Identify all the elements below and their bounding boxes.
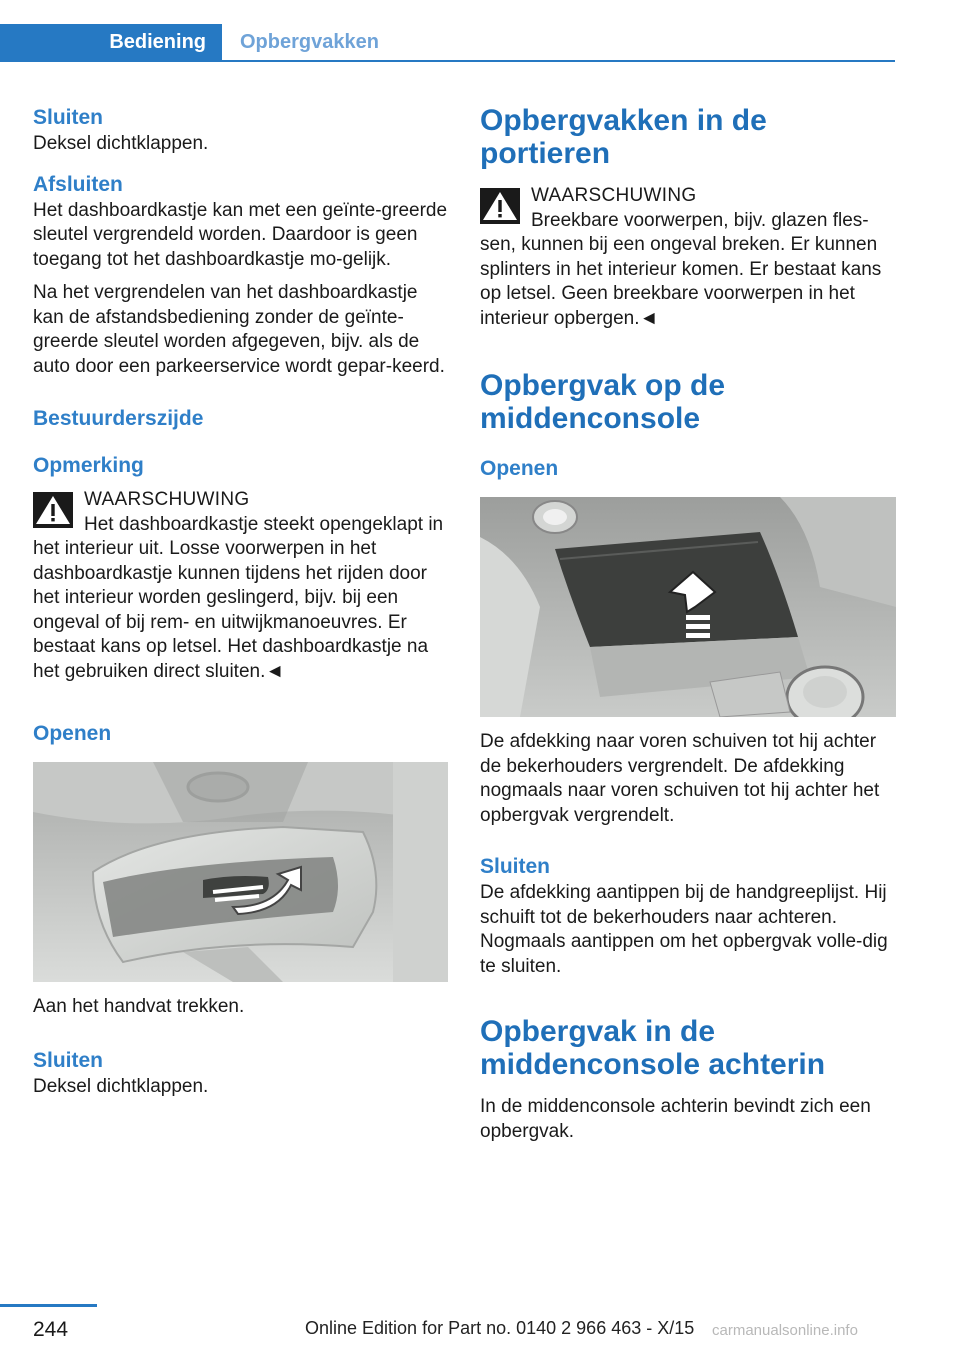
text-openen: Aan het handvat trekken.: [33, 996, 245, 1017]
left-column: [33, 100, 448, 1099]
warning-block-dashboard: [33, 488, 448, 684]
warning-block-portieren: [480, 184, 896, 331]
text-afsluiten-2: Na het vergrendelen van het dashboardkastje kan de afstandsbediening zonder de geïnte-greerde sleutel worden afgegeven, bijv. als de auto door een parkeerservice wordt gepar-keerd.: [33, 282, 445, 377]
page-number: 244: [33, 1318, 69, 1341]
warning-title: WAARSCHUWING: [531, 185, 697, 206]
text-sluiten-2: Deksel dichtklappen.: [33, 1075, 209, 1097]
heading-sluiten-2: Sluiten: [33, 1048, 104, 1072]
center-console-illustration: [480, 497, 896, 717]
text-openen-midden: De afdekking naar voren schuiven tot hij achter de bekerhouders vergrendelt. De afdekking nogmaals naar voren schuiven tot hij achter het opbergvak vergrendelt.: [480, 731, 880, 826]
page-header: [0, 0, 960, 62]
warning-triangle-icon: [33, 492, 73, 528]
watermark-text: carmanualsonline.info: [712, 1322, 858, 1339]
text-sluiten-midden: De afdekking aantippen bij de handgreeplijst. Hij schuift tot de bekerhouders naar achteren. Nogmaals aantippen om het opbergvak volle-dig te sluiten.: [480, 882, 888, 977]
heading-openen: Openen: [33, 722, 112, 745]
heading-afsluiten: Afsluiten: [33, 172, 123, 196]
heading-opbergvak-middenconsole: Opbergvak op de middenconsole: [480, 369, 726, 435]
header-rule: [0, 60, 895, 62]
text-achterin: In de middenconsole achterin bevindt zich een opbergvak.: [480, 1096, 871, 1142]
warning-triangle-icon: [480, 188, 520, 224]
right-column: [480, 100, 896, 1144]
warning-text: Het dashboardkastje steekt opengeklapt in het interieur uit. Losse voorwerpen in het dashboardkastje kunnen tijdens het rijden door het interieur worden geslingerd, bijv. bij een ongeval of bij rem- en uitwijkmanoeuvres. Er bestaat kans op letsel. Het dashboardkastje na het gebruiken direct sluiten.◄: [33, 513, 444, 682]
heading-opbergvakken-portieren: Opbergvakken in de portieren: [480, 104, 767, 170]
footer-rule: [0, 1304, 97, 1307]
heading-sluiten-midden: Sluiten: [480, 855, 551, 878]
section-tab-bediening[interactable]: Bediening: [0, 24, 222, 60]
warning-text: Breekbare voorwerpen, bijv. glazen fles-sen, kunnen bij een ongeval breken. Er kunnen splinters in het interieur komen. Er bestaat kans op letsel. Geen breekbare voorwerpen in het interieur opbergen.◄: [480, 209, 882, 329]
section-tab-opbergvakken[interactable]: Opbergvakken: [240, 30, 379, 53]
heading-opmerking: Opmerking: [33, 454, 144, 477]
edition-text: Online Edition for Part no. 0140 2 966 463 - X/15: [305, 1318, 695, 1338]
text-afsluiten-1: Het dashboardkastje kan met een geïnte-greerde sleutel vergrendeld worden. Daardoor is geen toegang tot het dashboardkastje mo-gelijk.: [33, 199, 448, 270]
heading-sluiten: Sluiten: [33, 106, 104, 129]
heading-middenconsole-achterin: Opbergvak in de middenconsole achterin: [480, 1015, 826, 1081]
warning-title: WAARSCHUWING: [84, 489, 250, 510]
text-sluiten: Deksel dichtklappen.: [33, 133, 209, 154]
glovebox-illustration: [33, 762, 448, 982]
heading-bestuurderszijde: Bestuurderszijde: [33, 407, 204, 430]
heading-openen-midden: Openen: [480, 457, 559, 480]
